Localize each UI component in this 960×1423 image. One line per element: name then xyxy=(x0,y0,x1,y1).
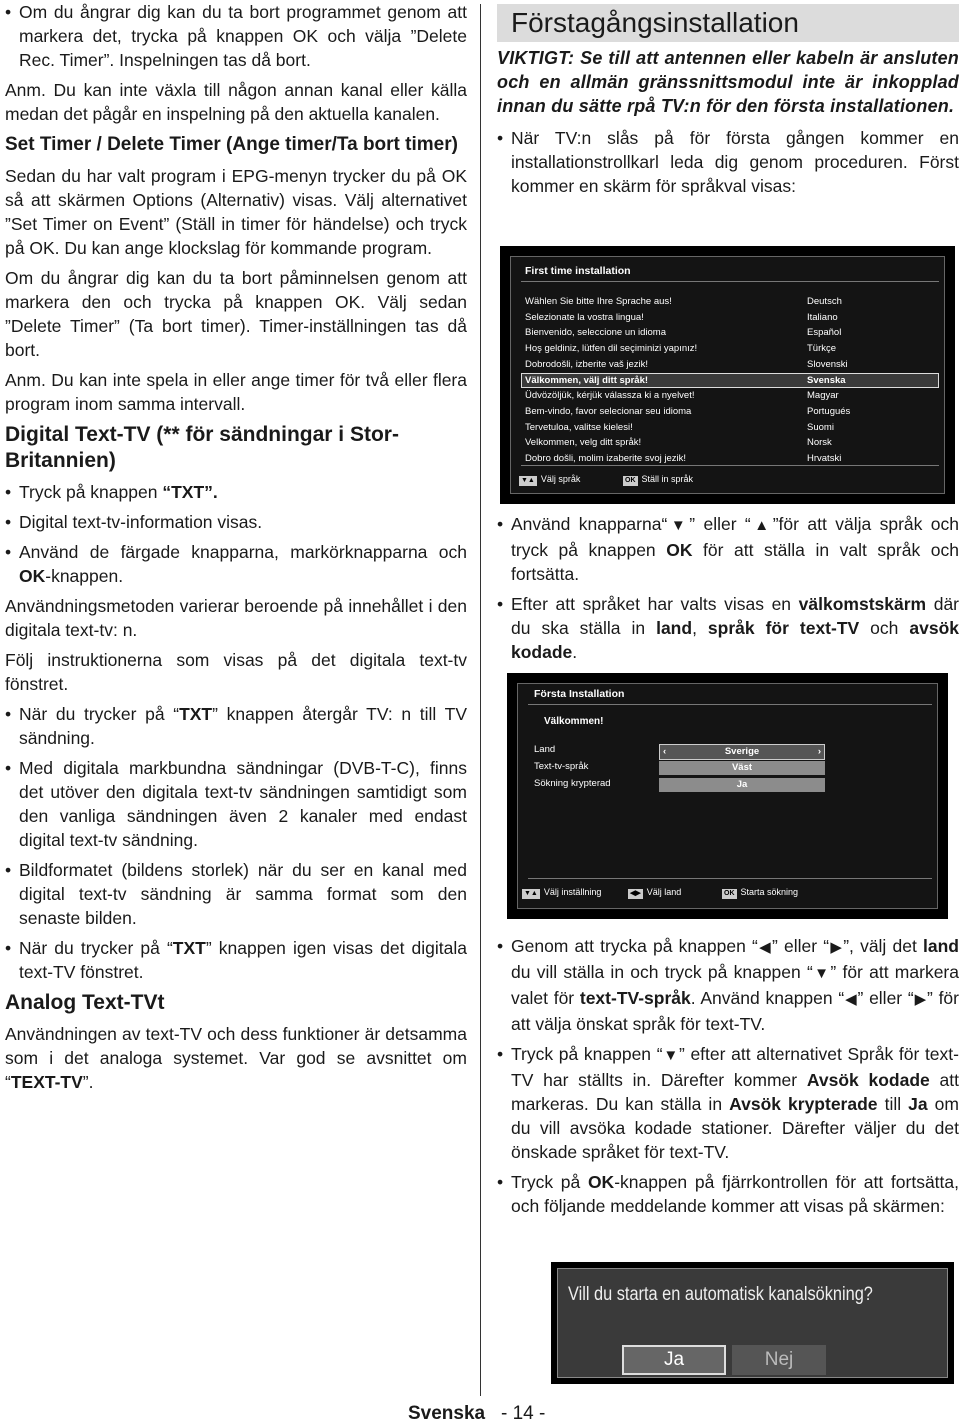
footer-ok xyxy=(623,473,693,486)
text: Genom att trycka på knappen “ xyxy=(511,936,758,956)
left-column xyxy=(5,0,467,1100)
welcome-text: Välkommen! xyxy=(544,716,604,727)
page-number: - 14 - xyxy=(500,1403,546,1423)
text: Ställ in språk xyxy=(641,474,694,484)
text-bold: TXT xyxy=(172,938,206,958)
screen-frame xyxy=(510,256,945,494)
text: Starta sökning xyxy=(740,887,799,897)
language-prompt[interactable]: Wählen Sie bitte Ihre Sprache aus! xyxy=(525,296,672,307)
language-option[interactable]: Magyar xyxy=(807,390,839,402)
text: ”. xyxy=(82,1072,94,1092)
screen-frame xyxy=(517,683,938,909)
screen-title: Första Installation xyxy=(534,688,625,700)
up-down-keys-icon: ▼▲ xyxy=(521,477,535,484)
text: Välj språk xyxy=(540,474,581,484)
language-option[interactable]: Español xyxy=(807,327,842,339)
text: Med digitala markbundna sändningar (DVB-T-C), finns det utöver den digitala text-tv sändningen samtidigt som den vanliga sändningen även 2 kanaler med endast digital text-tv sändning. xyxy=(19,758,467,850)
text: Välj land xyxy=(646,887,682,897)
text: Använd de färgade knapparna, markörknapparna och xyxy=(19,542,467,562)
bullet-welcome-screen xyxy=(497,592,959,664)
heading-analog-text-tv: Analog Text-TVt xyxy=(5,991,165,1014)
screen-title: First time installation xyxy=(525,265,631,277)
language-prompt[interactable]: Selezionate la vostra lingua! xyxy=(525,311,644,323)
footer-select xyxy=(519,473,580,486)
text: , xyxy=(692,618,708,638)
language-prompt[interactable]: Välkommen, välj ditt språk! xyxy=(525,374,649,386)
text-bold: OK xyxy=(666,540,693,560)
text: Digital text-tv-information visas. xyxy=(19,512,263,532)
text: Användningen av text-TV och dess funktioner är detsamma som i det analoga systemet. Var god se avsnittet om “ xyxy=(5,1024,467,1092)
right-arrow-icon: ▶ xyxy=(913,991,927,1008)
footer-select-country xyxy=(628,886,681,899)
text: Tryck på knappen “ xyxy=(511,1044,663,1064)
column-divider xyxy=(480,4,481,1396)
bullet-select-language xyxy=(497,512,959,586)
text-bold: Avsök kodade xyxy=(806,1070,930,1090)
text-bold: “TXT”. xyxy=(162,482,218,502)
text: och xyxy=(859,618,910,638)
up-arrow-icon: ▲ xyxy=(750,517,773,534)
text: för att ställa in valt språk och fortsätta. xyxy=(511,540,959,584)
down-arrow-icon: ▼ xyxy=(812,965,831,982)
text-bold: avsök kodade xyxy=(511,618,959,662)
down-arrow-icon: ▼ xyxy=(667,517,690,534)
bullet-dvb xyxy=(5,756,467,852)
left-right-keys-icon: ◀▶ xyxy=(630,890,641,897)
page-footer xyxy=(408,1402,545,1423)
text-bold: text-TV-språk xyxy=(579,988,691,1008)
text: ” eller “ xyxy=(771,936,830,956)
right-block-3 xyxy=(497,934,959,1224)
language-prompt[interactable]: Dobro došli, molim izaberite svoj jezik! xyxy=(525,453,687,464)
heading-set-timer: Set Timer / Delete Timer (Ange timer/Ta bort timer) xyxy=(5,134,458,155)
bullet-first-start xyxy=(497,126,959,198)
language-option[interactable]: Hrvatski xyxy=(807,453,842,464)
language-select-screen xyxy=(500,246,955,504)
language-prompt[interactable]: Hoş geldiniz, lütfen dil seçiminizi yapınız! xyxy=(525,343,698,355)
note-channel: Anm. Du kan inte växla till någon annan kanal eller källa medan det pågår en inspelning på den aktuella kanalen. xyxy=(5,80,467,124)
language-prompt[interactable]: Bienvenido, seleccione un idioma xyxy=(525,327,667,339)
text: När du trycker på “ xyxy=(19,938,173,958)
dialog-question: Vill du starta en automatisk kanalsökning? xyxy=(568,1284,873,1305)
left-chevron-icon: ‹ xyxy=(663,746,667,757)
text: om du vill avsöka kodade stationer. Därefter väljer du det önskade språket för text-TV. xyxy=(511,1094,959,1162)
important-note: VIKTIGT: Se till att antennen eller kabeln är ansluten och en allmän gränssnittsmodul inte är inkopplad innan du sätte rpå TV:n för den första installationen. xyxy=(497,48,959,116)
text: ” knappen återgår TV: n till TV sändning. xyxy=(19,704,467,748)
text: Bildformatet (bildens storlek) när du ser en kanal med digital text-tv sändning är samma format som den senaste bilden. xyxy=(19,860,467,928)
language-prompt[interactable]: Dobrodošli, izberite vaš jezik! xyxy=(525,358,649,370)
language-prompt[interactable]: Bem-vindo, favor selecionar seu idioma xyxy=(525,405,692,417)
language-option[interactable]: Italiano xyxy=(807,311,838,323)
text-bold: land xyxy=(923,936,959,956)
dialog-frame xyxy=(557,1268,948,1378)
text: Tryck på xyxy=(511,1172,588,1192)
text: ” eller “ xyxy=(857,988,914,1008)
right-block-2 xyxy=(497,512,959,670)
text-bold: land xyxy=(656,618,693,638)
footer-divider xyxy=(521,465,939,466)
text-bold: TEXT-TV xyxy=(10,1072,83,1092)
footer-divider xyxy=(528,878,932,879)
para-method: Användningsmetoden varierar beroende på innehållet i den digitala text-tv: n. xyxy=(5,596,467,640)
text: Använd knapparna“ xyxy=(511,514,668,534)
section-title: Förstagångsinstallation xyxy=(497,4,959,42)
para-epg-options: Sedan du har valt program i EPG-menyn trycker du på OK så att skärmen Options (Alternativ) visas. Välj alternativet ”Set Timer on Event” (Ställ in timer för händelse) och tryck på OK. Du kan ange klockslag för kommande program. xyxy=(5,166,467,258)
language-option[interactable]: Portugués xyxy=(807,405,851,417)
text: Välj inställning xyxy=(543,887,602,897)
label-land: Land xyxy=(534,744,556,755)
language-prompt[interactable]: Üdvözöljük, kérjük válassza ki a nyelvet! xyxy=(525,390,695,402)
language-option[interactable]: Slovenski xyxy=(807,358,848,370)
language-option[interactable]: Deutsch xyxy=(807,296,842,307)
language-option[interactable]: Türkçe xyxy=(807,343,837,355)
text: . xyxy=(572,642,578,662)
language-option[interactable]: Norsk xyxy=(807,437,832,449)
ok-key-icon: OK xyxy=(625,477,636,484)
text-bold: välkomstskärm xyxy=(798,594,927,614)
right-arrow-icon: ▶ xyxy=(829,939,844,956)
no-button[interactable]: Nej xyxy=(732,1345,826,1375)
text: . Använd knappen “ xyxy=(690,988,845,1008)
text: Sverige xyxy=(724,746,760,757)
right-chevron-icon: › xyxy=(817,746,821,757)
text: ” för att välja önskat språk för text-TV. xyxy=(511,988,959,1034)
down-arrow-icon: ▼ xyxy=(662,1047,679,1064)
text: ” knappen igen visas det digitala text-TV fönstret. xyxy=(19,938,467,982)
text: Om du ångrar dig kan du ta bort programmet genom att markera det, trycka på knappen OK och välja ”Delete Rec. Timer”. Inspelningen tas då bort. xyxy=(19,2,467,70)
language-prompt[interactable]: Tervetuloa, valitse kielesi! xyxy=(525,421,633,433)
footer-select-setting xyxy=(522,886,601,899)
up-down-keys-icon: ▼▲ xyxy=(524,890,538,897)
left-arrow-icon: ◀ xyxy=(757,939,772,956)
text-bold: OK xyxy=(587,1172,615,1192)
text: där du ska ställa in xyxy=(511,594,960,638)
left-arrow-icon: ◀ xyxy=(844,991,858,1008)
text: ” eller “ xyxy=(689,514,751,534)
note-timer: Anm. Du kan inte spela in eller ange timer för två eller flera program inom samma intervall. xyxy=(5,370,467,414)
language-option[interactable]: Svenska xyxy=(807,374,846,386)
country-selector[interactable] xyxy=(659,744,825,760)
text: ”, välj det xyxy=(843,936,923,956)
text: -knappen. xyxy=(45,566,124,586)
right-column xyxy=(497,0,959,204)
text: Efter att språket har valts visas en xyxy=(511,594,799,614)
bullet-format xyxy=(5,858,467,930)
footer-start-scan xyxy=(722,886,798,899)
para-instructions: Följ instruktionerna som visas på det digitala text-tv fönstret. xyxy=(5,650,467,694)
text: till xyxy=(877,1094,909,1114)
text-tv-language-selector[interactable]: Väst xyxy=(659,761,825,775)
bullet-txt-again xyxy=(5,936,467,984)
para-delete-timer: Om du ångrar dig kan du ta bort påminnelsen genom att markera den och trycka på knappen OK. Välj sedan ”Delete Timer” (Ta bort timer). Timer-inställningen tas då bort. xyxy=(5,268,467,360)
first-installation-screen xyxy=(507,673,948,919)
auto-scan-dialog xyxy=(551,1262,954,1384)
text-bold: TXT xyxy=(179,704,213,724)
text: När du trycker på “ xyxy=(19,704,180,724)
text-bold: OK xyxy=(19,566,46,586)
bullet-scan-encrypted xyxy=(497,1042,959,1164)
text: du vill ställa in och tryck på knappen “ xyxy=(511,962,813,982)
label-text-tv-language: Text-tv-språk xyxy=(534,761,589,772)
bullet-txt xyxy=(5,480,467,504)
bullet-buttons xyxy=(5,540,467,588)
text: ” för att markera valet för xyxy=(511,962,959,1008)
footer-language: Svenska xyxy=(408,1403,486,1423)
text: ” efter att alternativet Språk för text-TV har ställts in. Därefter kommer xyxy=(511,1044,959,1090)
text-bold: Avsök krypterade xyxy=(729,1094,878,1114)
title-divider xyxy=(521,281,939,282)
text: Tryck på knappen xyxy=(19,482,163,502)
bullet-choose-country xyxy=(497,934,959,1036)
text: ”för att välja språk och tryck på knappen xyxy=(511,514,960,560)
para-analog xyxy=(5,1022,467,1094)
label-scan-encrypted: Sökning krypterad xyxy=(534,778,611,789)
text-bold: språk för text-TV xyxy=(707,618,860,638)
text: -knappen på fjärrkontrollen för att fortsätta, och följande meddelande kommer att visas på skärmen: xyxy=(511,1172,959,1216)
ok-key-icon: OK xyxy=(724,890,735,897)
bullet-press-ok xyxy=(497,1170,959,1218)
text: När TV:n slås på för första gången kommer en installationstrollkarl leda dig genom proceduren. Först kommer en skärm för språkval visas: xyxy=(511,128,959,196)
bullet-info xyxy=(5,510,467,534)
language-prompt[interactable]: Velkommen, velg ditt språk! xyxy=(525,437,642,449)
text-bold: Ja xyxy=(908,1094,928,1114)
yes-button[interactable]: Ja xyxy=(622,1345,726,1375)
title-divider xyxy=(528,704,932,705)
bullet-txt-return xyxy=(5,702,467,750)
bullet-delete-rec xyxy=(5,0,467,72)
language-option[interactable]: Suomi xyxy=(807,421,834,433)
scan-encrypted-selector[interactable]: Ja xyxy=(659,778,825,792)
heading-digital-text-tv: Digital Text-TV (** för sändningar i Stor-Britannien) xyxy=(5,423,399,472)
text: att markeras. Du kan ställa in xyxy=(511,1070,959,1114)
